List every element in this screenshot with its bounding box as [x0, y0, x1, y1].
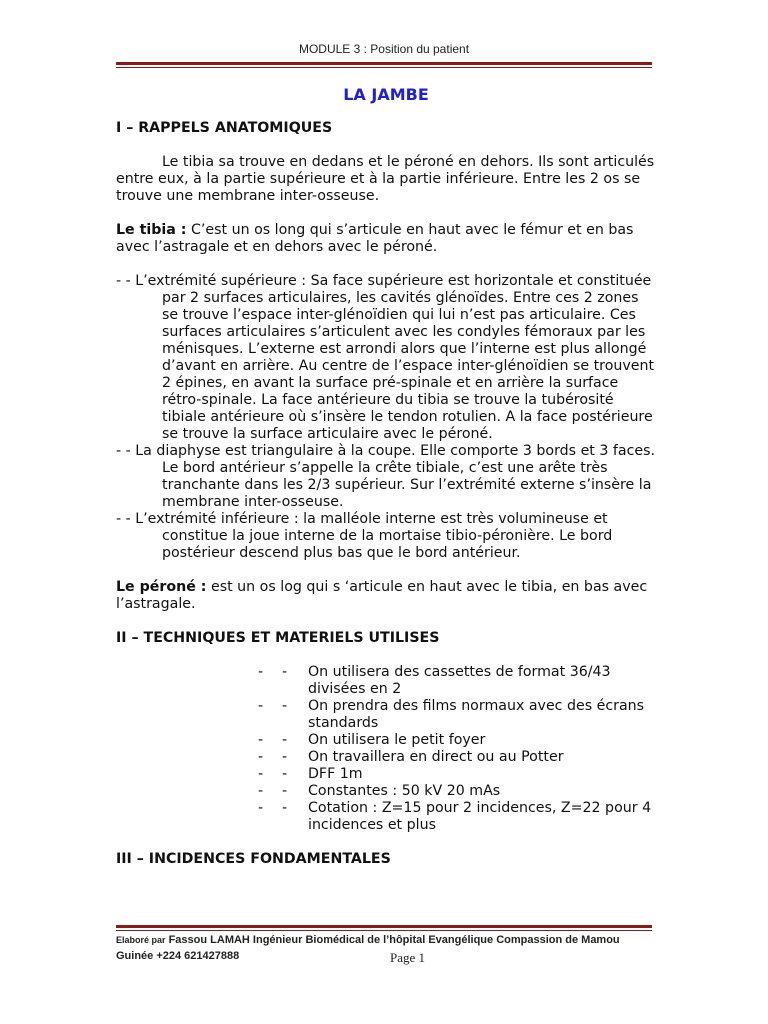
- list-item: - - L’extrémité supérieure : Sa face supérieure est horizontale et constituée par 2 surfaces articulaires, les cavités glénoïdes. Entre ces 2 zones se trouve l’espace inter-glénoïdien qui lui n’est pas articulaire. Ces surfaces articulaires s’articulent avec les condyles fémoraux par les ménisques. L’externe est arrondi alors que l’interne est plus allongé d’avant en arrière. Au centre de l’espace inter-glénoïdien se trouvent 2 épines, en avant la surface pré-spinale et en arrière la surface rétro-spinale. La face antérieure du tibia se trouve la tubérosité tibiale antérieure où s’insère le tendon rotulien. A la face postérieure se trouve la surface articulaire avec le péroné.: [116, 273, 655, 442]
- list-item: - - On utilisera le petit foyer: [258, 732, 486, 748]
- perone-paragraph: [116, 579, 656, 613]
- header-rule: [116, 62, 652, 68]
- footer-rule: [116, 925, 652, 931]
- tibia-label: Le tibia :: [116, 222, 187, 238]
- list-item: - - DFF 1m: [258, 766, 363, 782]
- footer-contact: Guinée +224 621427888: [116, 950, 240, 962]
- list-item: - - On travaillera en direct ou au Potter: [258, 749, 564, 765]
- document-body: [116, 86, 656, 885]
- header-text: MODULE 3 : Position du patient: [298, 42, 470, 56]
- section-heading-rappels: I – RAPPELS ANATOMIQUES: [116, 120, 333, 136]
- perone-label: Le péroné :: [116, 579, 207, 595]
- page-number: Page 1: [390, 950, 426, 965]
- list-item: - - On prendra des films normaux avec des écrans standards: [258, 698, 645, 731]
- tibia-text: C’est un os long qui s’articule en haut avec le fémur et en bas avec l’astragale et en dehors avec le péroné.: [116, 222, 634, 255]
- list-item: - - La diaphyse est triangulaire à la coupe. Elle comporte 3 bords et 3 faces. Le bord antérieur s’appelle la crête tibiale, c’est une arête très tranchante dans les 2/3 supérieur. Sur l’extrémité externe s’insère la membrane inter-osseuse.: [116, 443, 656, 510]
- list-item: - - Cotation : Z=15 pour 2 incidences, Z=22 pour 4 incidences et plus: [258, 800, 652, 833]
- intro-paragraph: Le tibia sa trouve en dedans et le péroné en dehors. Ils sont articulés entre eux, à la partie supérieure et à la partie inférieure. Entre les 2 os se trouve une membrane inter-osseuse.: [116, 154, 655, 204]
- techniques-list: [116, 664, 656, 834]
- list-item: - - L’extrémité inférieure : la malléole interne est très volumineuse et constitue la joue interne de la mortaise tibio-péronière. Le bord postérieur descend plus bas que le bord antérieur.: [116, 511, 613, 561]
- perone-text: est un os log qui s ‘articule en haut avec le tibia, en bas avec l’astragale.: [116, 579, 648, 612]
- footer-author: Elaboré par Fassou LAMAH Ingénieur Biomédical de l’hôpital Evangélique Compassion de Mamou: [116, 934, 620, 946]
- page-title: LA JAMBE: [343, 85, 429, 104]
- list-item: - - Constantes : 50 kV 20 mAs: [258, 783, 501, 799]
- section-heading-techniques: II – TECHNIQUES ET MATERIELS UTILISES: [116, 630, 440, 646]
- tibia-paragraph: [116, 222, 656, 256]
- list-item: - - On utilisera des cassettes de format 36/43 divisées en 2: [258, 664, 611, 697]
- section-heading-incidences: III – INCIDENCES FONDAMENTALES: [116, 851, 391, 867]
